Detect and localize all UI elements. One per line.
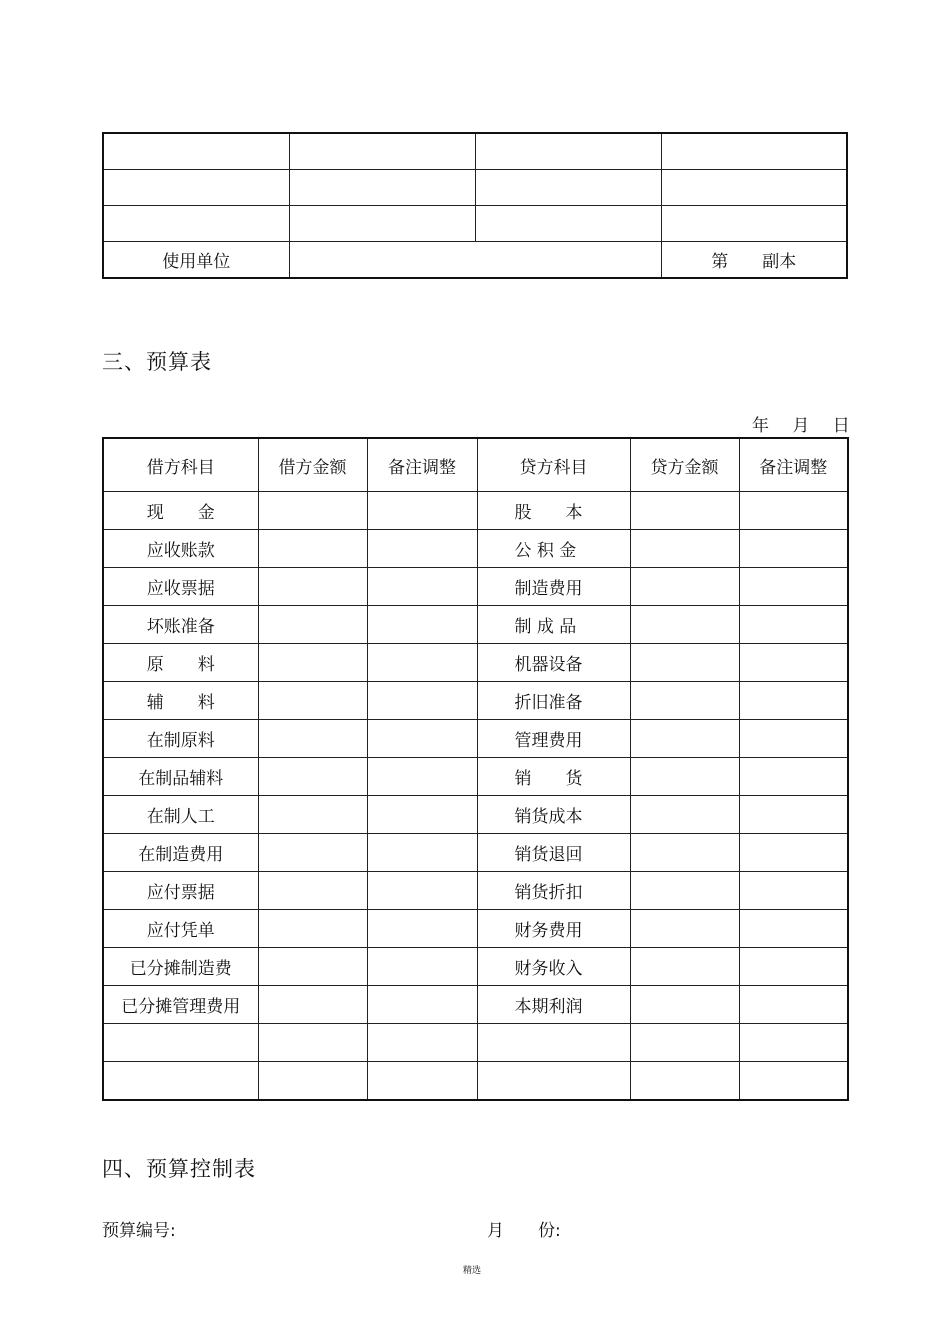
debit-amount-cell (258, 910, 367, 948)
debit-amount-cell (258, 682, 367, 720)
column-header: 备注调整 (367, 438, 477, 492)
credit-amount-cell (630, 948, 739, 986)
credit-amount-cell (630, 758, 739, 796)
debit-account-cell: 应收票据 (103, 568, 258, 606)
debit-amount-cell (258, 948, 367, 986)
credit-amount-cell (630, 986, 739, 1024)
budget-number-label: 预算编号: (102, 1221, 176, 1241)
debit-remark-cell (367, 758, 477, 796)
debit-account-cell: 在制品辅料 (103, 758, 258, 796)
credit-account-cell (477, 1062, 630, 1101)
table-row (103, 1062, 848, 1101)
debit-remark-cell (367, 720, 477, 758)
credit-remark-cell (739, 568, 848, 606)
debit-amount-cell (258, 1062, 367, 1101)
column-header: 借方金额 (258, 438, 367, 492)
table-row (103, 910, 848, 948)
debit-remark-cell (367, 796, 477, 834)
usage-unit-table (102, 132, 848, 279)
credit-remark-cell (739, 644, 848, 682)
credit-remark-cell (739, 948, 848, 986)
debit-remark-cell (367, 910, 477, 948)
debit-account-cell: 已分摊管理费用 (103, 986, 258, 1024)
table-row (103, 796, 848, 834)
debit-remark-cell (367, 682, 477, 720)
table-cell (289, 133, 475, 170)
credit-remark-cell (739, 606, 848, 644)
debit-remark-cell (367, 530, 477, 568)
table-cell (103, 170, 289, 206)
footer-text: 精选 (463, 1266, 482, 1276)
debit-account-cell: 在制造费用 (103, 834, 258, 872)
section-3-title: 三、预算表 (102, 350, 212, 374)
budget-table (102, 437, 849, 1101)
credit-amount-cell (630, 834, 739, 872)
debit-remark-cell (367, 1024, 477, 1062)
credit-remark-cell (739, 796, 848, 834)
table-row (103, 758, 848, 796)
debit-amount-cell (258, 796, 367, 834)
debit-amount-cell (258, 644, 367, 682)
credit-account-cell: 管理费用 (477, 720, 630, 758)
debit-remark-cell (367, 606, 477, 644)
table-cell (475, 170, 661, 206)
debit-remark-cell (367, 948, 477, 986)
credit-account-cell: 公 积 金 (477, 530, 630, 568)
credit-account-cell: 销货退回 (477, 834, 630, 872)
debit-amount-cell (258, 834, 367, 872)
table-row (103, 530, 848, 568)
debit-remark-cell (367, 1062, 477, 1101)
debit-account-cell: 应付凭单 (103, 910, 258, 948)
debit-amount-cell (258, 606, 367, 644)
debit-account-cell: 辅 料 (103, 682, 258, 720)
table-cell (289, 206, 475, 242)
usage-unit-label: 使用单位 (103, 242, 289, 279)
credit-account-cell: 财务收入 (477, 948, 630, 986)
credit-account-cell: 销货成本 (477, 796, 630, 834)
debit-amount-cell (258, 720, 367, 758)
table-row (103, 948, 848, 986)
debit-account-cell (103, 1024, 258, 1062)
debit-account-cell: 在制人工 (103, 796, 258, 834)
table-cell (475, 133, 661, 170)
credit-account-cell: 制造费用 (477, 568, 630, 606)
credit-amount-cell (630, 492, 739, 530)
credit-remark-cell (739, 872, 848, 910)
credit-amount-cell (630, 872, 739, 910)
debit-amount-cell (258, 758, 367, 796)
credit-remark-cell (739, 834, 848, 872)
column-header: 借方科目 (103, 438, 258, 492)
column-header: 贷方金额 (630, 438, 739, 492)
credit-amount-cell (630, 644, 739, 682)
debit-amount-cell (258, 530, 367, 568)
debit-account-cell: 在制原料 (103, 720, 258, 758)
debit-remark-cell (367, 986, 477, 1024)
debit-remark-cell (367, 872, 477, 910)
credit-remark-cell (739, 720, 848, 758)
credit-remark-cell (739, 530, 848, 568)
table-row (103, 1024, 848, 1062)
debit-amount-cell (258, 492, 367, 530)
debit-remark-cell (367, 492, 477, 530)
credit-account-cell: 销 货 (477, 758, 630, 796)
credit-remark-cell (739, 1062, 848, 1101)
table-row (103, 720, 848, 758)
debit-account-cell: 原 料 (103, 644, 258, 682)
credit-account-cell: 本期利润 (477, 986, 630, 1024)
column-header: 备注调整 (739, 438, 848, 492)
debit-account-cell: 应收账款 (103, 530, 258, 568)
credit-account-cell (477, 1024, 630, 1062)
table-row (103, 872, 848, 910)
credit-remark-cell (739, 910, 848, 948)
credit-amount-cell (630, 682, 739, 720)
credit-account-cell: 机器设备 (477, 644, 630, 682)
credit-amount-cell (630, 606, 739, 644)
date-line: 年 月 日 (752, 416, 850, 436)
debit-remark-cell (367, 834, 477, 872)
table-header-row (103, 438, 848, 492)
table-row (103, 644, 848, 682)
credit-account-cell: 股 本 (477, 492, 630, 530)
column-header: 贷方科目 (477, 438, 630, 492)
table-cell (661, 206, 847, 242)
section-4-title: 四、预算控制表 (102, 1157, 256, 1181)
table-cell (475, 206, 661, 242)
credit-amount-cell (630, 796, 739, 834)
table-row (103, 834, 848, 872)
debit-account-cell: 坏账准备 (103, 606, 258, 644)
credit-amount-cell (630, 720, 739, 758)
debit-amount-cell (258, 986, 367, 1024)
debit-amount-cell (258, 872, 367, 910)
credit-amount-cell (630, 910, 739, 948)
debit-account-cell: 已分摊制造费 (103, 948, 258, 986)
debit-remark-cell (367, 644, 477, 682)
table-row (103, 606, 848, 644)
table-cell (289, 170, 475, 206)
credit-account-cell: 制 成 品 (477, 606, 630, 644)
table-cell (661, 170, 847, 206)
credit-amount-cell (630, 568, 739, 606)
credit-remark-cell (739, 492, 848, 530)
credit-amount-cell (630, 1062, 739, 1101)
credit-remark-cell (739, 986, 848, 1024)
credit-remark-cell (739, 682, 848, 720)
debit-account-cell (103, 1062, 258, 1101)
credit-account-cell: 销货折扣 (477, 872, 630, 910)
debit-account-cell: 应付票据 (103, 872, 258, 910)
table-row (103, 492, 848, 530)
usage-unit-value-cell (289, 242, 661, 279)
table-cell (661, 133, 847, 170)
table-row (103, 986, 848, 1024)
debit-amount-cell (258, 568, 367, 606)
table-row (103, 568, 848, 606)
debit-remark-cell (367, 568, 477, 606)
debit-account-cell: 现 金 (103, 492, 258, 530)
table-cell (103, 133, 289, 170)
credit-amount-cell (630, 1024, 739, 1062)
month-label: 月 份: (487, 1221, 561, 1241)
copy-number-label: 第 副本 (661, 242, 847, 279)
credit-account-cell: 折旧准备 (477, 682, 630, 720)
table-cell (103, 206, 289, 242)
table-row (103, 682, 848, 720)
credit-account-cell: 财务费用 (477, 910, 630, 948)
debit-amount-cell (258, 1024, 367, 1062)
credit-amount-cell (630, 530, 739, 568)
credit-remark-cell (739, 1024, 848, 1062)
credit-remark-cell (739, 758, 848, 796)
